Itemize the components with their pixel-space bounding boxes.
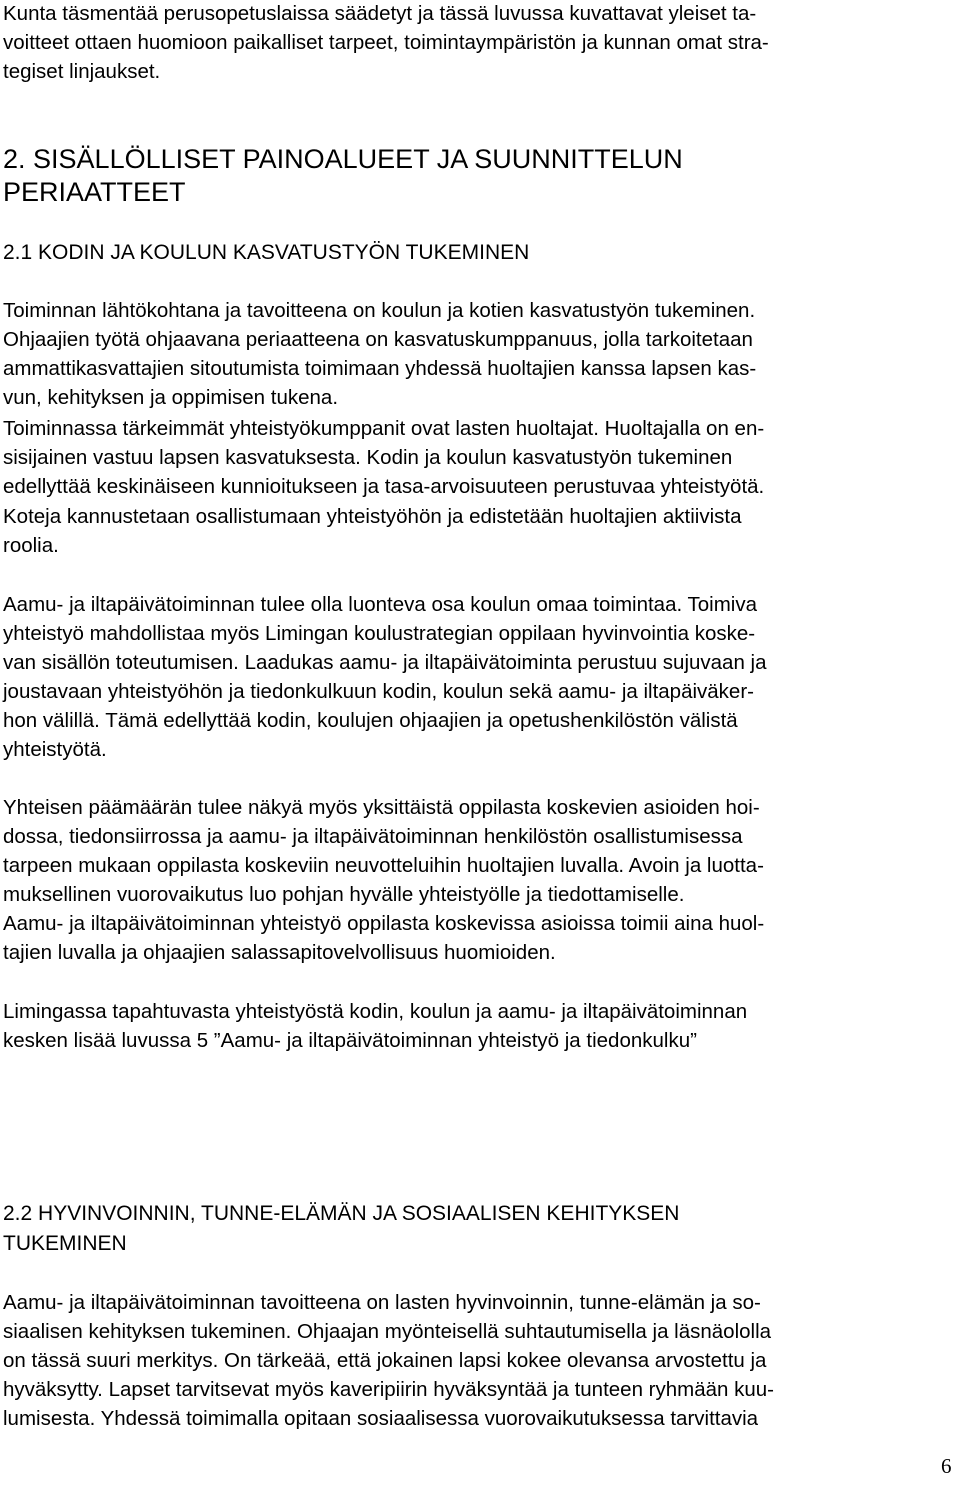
text-line: tegiset linjaukset. (3, 60, 161, 83)
text-line: Ohjaajien työtä ohjaavana periaatteena on kasvatuskumppanuus, jolla tarkoitetaan (3, 328, 753, 351)
heading-line: PERIAATTEET (3, 177, 186, 207)
text-line: Yhteisen päämäärän tulee näkyä myös yksittäistä oppilasta koskevien asioiden hoi- (3, 796, 760, 819)
text-line: van sisällön toteutumisen. Laadukas aamu- ja iltapäivätoiminta perustuu sujuvaan ja (3, 651, 767, 674)
text-line: tajien luvalla ja ohjaajien salassapitovelvollisuus huomioiden. (3, 941, 556, 964)
text-line: Limingassa tapahtuvasta yhteistyöstä kodin, koulun ja aamu- ja iltapäivätoiminnan (3, 1000, 748, 1023)
text-line: edellyttää keskinäiseen kunnioitukseen ja tasa-arvoisuuteen perustuvaa yhteistyötä. (3, 475, 765, 498)
text-line: kesken lisää luvussa 5 ”Aamu- ja iltapäivätoiminnan yhteistyö ja tiedonkulku” (3, 1029, 697, 1052)
text-line: hon välillä. Tämä edellyttää kodin, koulujen ohjaajien ja opetushenkilöstön välistä (3, 709, 738, 732)
heading-line: 2. SISÄLLÖLLISET PAINOALUEET JA SUUNNITTELUN (3, 144, 683, 174)
text-line: sisijainen vastuu lapsen kasvatuksesta. Kodin ja koulun kasvatustyön tukeminen (3, 446, 733, 469)
text-line: Toiminnassa tärkeimmät yhteistyökumppanit ovat lasten huoltajat. Huoltajalla on en- (3, 417, 765, 440)
text-line: siaalisen kehityksen tukeminen. Ohjaajan myönteisellä suhtautumisella ja läsnäololla (3, 1320, 772, 1343)
page-number: 6 (941, 1454, 952, 1478)
text-line: Toiminnan lähtökohtana ja tavoitteena on koulun ja kotien kasvatustyön tukeminen. (3, 299, 756, 322)
text-line: yhteistyötä. (3, 738, 107, 761)
text-line: Aamu- ja iltapäivätoiminnan tulee olla luonteva osa koulun omaa toimintaa. Toimiva (3, 593, 757, 616)
text-line: hyväksytty. Lapset tarvitsevat myös kaveripiirin hyväksyntää ja tunteen ryhmään kuu- (3, 1378, 774, 1401)
heading-line: 2.2 HYVINVOINNIN, TUNNE-ELÄMÄN JA SOSIAALISEN KEHITYKSEN (3, 1202, 680, 1225)
text-line: vun, kehityksen ja oppimisen tukena. (3, 386, 339, 409)
text-line: Kunta täsmentää perusopetuslaissa säädetyt ja tässä luvussa kuvattavat yleiset ta- (3, 2, 757, 25)
text-line: Aamu- ja iltapäivätoiminnan yhteistyö oppilasta koskevissa asioissa toimii aina huol- (3, 912, 765, 935)
text-line: joustavaan yhteistyöhön ja tiedonkulkuun kodin, koulun sekä aamu- ja iltapäiväker- (3, 680, 754, 703)
text-line: roolia. (3, 534, 59, 557)
text-line: tarpeen mukaan oppilasta koskeviin neuvotteluihin huoltajien luvalla. Avoin ja luotta- (3, 854, 764, 877)
text-line: ammattikasvattajien sitoutumista toimimaan yhdessä huoltajien kanssa lapsen kas- (3, 357, 757, 380)
text-line: voitteet ottaen huomioon paikalliset tarpeet, toimintaympäristön ja kunnan omat stra- (3, 31, 769, 54)
text-line: yhteistyö mahdollistaa myös Limingan koulustrategian oppilaan hyvinvointia koske- (3, 622, 756, 645)
text-line: Aamu- ja iltapäivätoiminnan tavoitteena on lasten hyvinvoinnin, tunne-elämän ja so- (3, 1291, 761, 1314)
text-line: on tässä suuri merkitys. On tärkeää, että jokainen lapsi kokee olevansa arvostettu ja (3, 1349, 767, 1372)
text-line: Koteja kannustetaan osallistumaan yhteistyöhön ja edistetään huoltajien aktiivista (3, 505, 742, 528)
heading-line: TUKEMINEN (3, 1232, 127, 1255)
text-line: lumisesta. Yhdessä toimimalla opitaan sosiaalisessa vuorovaikutuksessa tarvittavia (3, 1407, 759, 1430)
text-line: muksellinen vuorovaikutus luo pohjan hyvälle yhteistyölle ja tiedottamiselle. (3, 883, 685, 906)
section-2-1-title: 2.1 KODIN JA KOULUN KASVATUSTYÖN TUKEMINEN (3, 241, 530, 264)
text-line: dossa, tiedonsiirrossa ja aamu- ja iltapäivätoiminnan henkilöstön osallistumisessa (3, 825, 743, 848)
